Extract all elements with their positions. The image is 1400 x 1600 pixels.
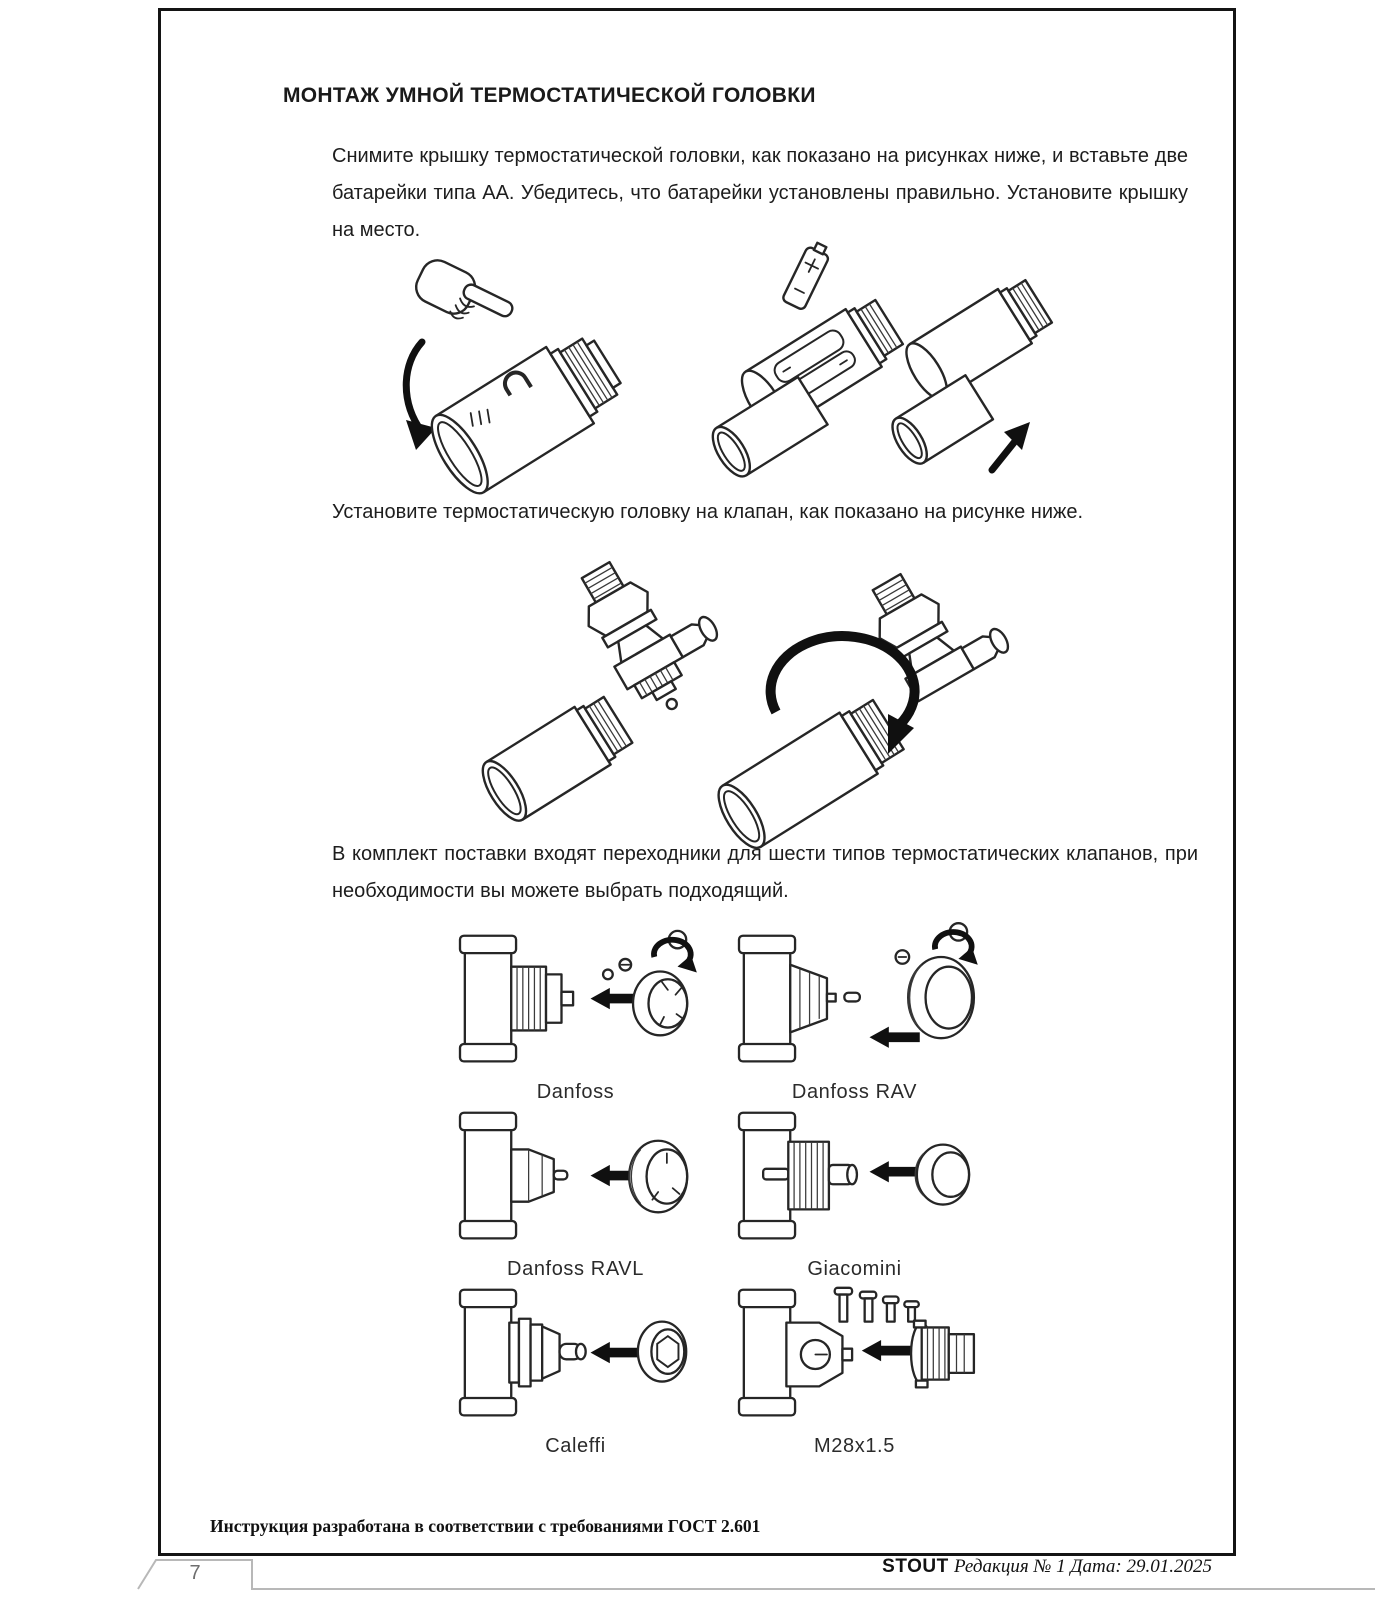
paragraph-install-head: Установите термостатическую головку на клапан, как показано на рисунке ниже. xyxy=(332,501,1084,523)
adapter-danfoss-rav-icon xyxy=(720,928,990,1073)
paragraph-remove-cover: Снимите крышку термостатической головки, как показано на рисунках ниже, и вставьте две батарейки типа АА. Убедитесь, что батарейки установлены правильно. Установите крышку на место. xyxy=(332,145,1188,241)
adapter-label: Danfoss xyxy=(536,1081,615,1103)
adapter-label: Giacomini xyxy=(807,1258,902,1280)
page-number-tab xyxy=(130,1552,1380,1600)
page-number: 7 xyxy=(189,1562,201,1584)
adapter-label: Danfoss RAVL xyxy=(507,1258,644,1280)
adapter-m28-icon xyxy=(720,1282,990,1427)
adapter-label: M28x1.5 xyxy=(814,1435,895,1457)
adapter-m28 xyxy=(712,1282,997,1458)
figure-insert-battery-icon xyxy=(688,236,888,481)
adapter-danfoss-ravl xyxy=(438,1105,713,1281)
adapter-label: Caleffi xyxy=(545,1435,606,1457)
paragraph-adapters-intro: В комплект поставки входят переходники для шести типов термостатических клапанов, при необходимости вы можете выбрать подходящий. xyxy=(332,843,1198,902)
adapter-danfoss-ravl-icon xyxy=(441,1105,711,1250)
adapter-danfoss-rav xyxy=(712,928,997,1104)
figure-replace-cover-icon xyxy=(872,276,1042,481)
adapter-giacomini-icon xyxy=(720,1105,990,1250)
gost-compliance-note: Инструкция разработана в соответствии с требованиями ГОСТ 2.601 xyxy=(210,1516,761,1536)
revision-text: Редакция № 1 Дата: 29.01.2025 xyxy=(954,1556,1212,1577)
brand-name: STOUT xyxy=(882,1556,949,1577)
adapter-caleffi-icon xyxy=(441,1282,711,1427)
figure-valve-head-attached-icon xyxy=(668,560,1018,830)
adapter-label: Danfoss RAV xyxy=(791,1081,918,1103)
figure-press-cover-icon xyxy=(382,246,622,486)
adapter-giacomini xyxy=(712,1105,997,1281)
adapter-caleffi xyxy=(438,1282,713,1458)
page-title: МОНТАЖ УМНОЙ ТЕРМОСТАТИЧЕСКОЙ ГОЛОВКИ xyxy=(283,84,816,107)
adapter-danfoss-icon xyxy=(441,928,711,1073)
adapter-danfoss xyxy=(438,928,713,1104)
